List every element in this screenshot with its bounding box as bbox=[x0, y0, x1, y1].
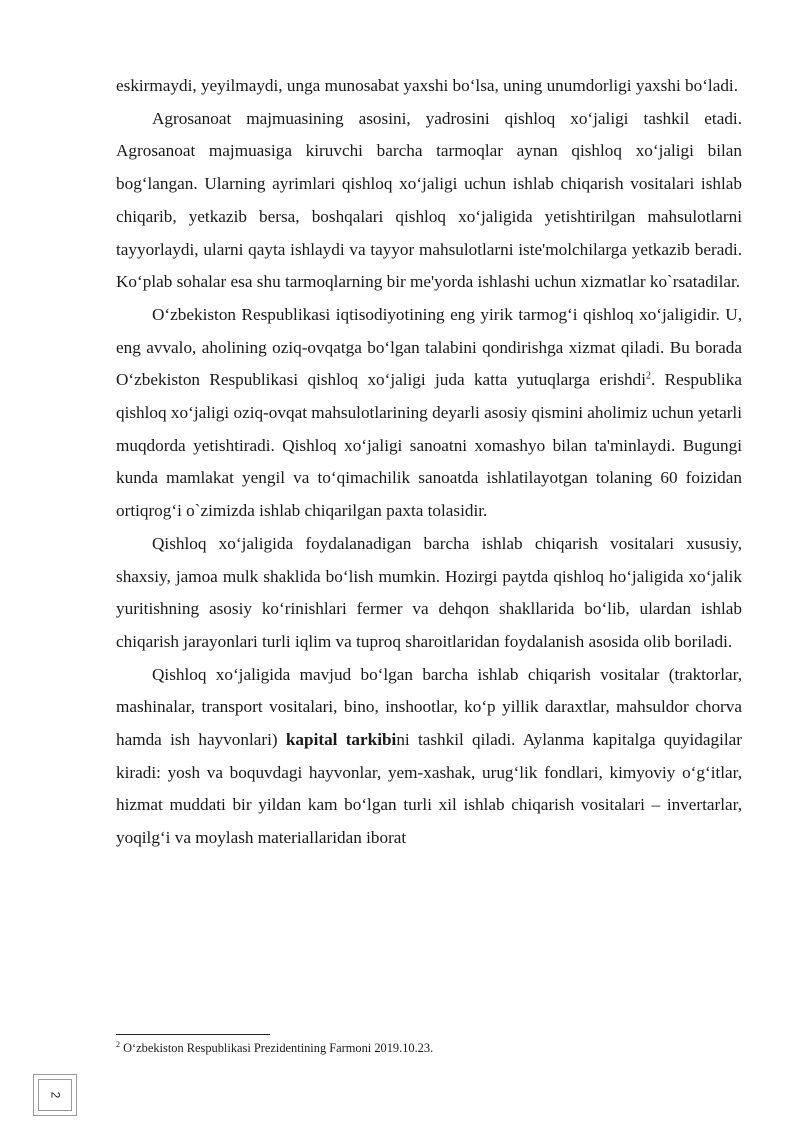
footnote-text: O‘zbekiston Respublikasi Prezidentining Farmoni 2019.10.23. bbox=[120, 1041, 434, 1055]
page-number-frame bbox=[38, 1079, 72, 1111]
paragraph-text: ni tashkil qiladi. Aylanma kapitalga quyidagilar kiradi: yosh va boquvdagi hayvonlar, yem-xashak, urug‘lik fondlari, kimyoviy o‘g‘itlar, hizmat muddati bir yildan kam bo‘lgan turli xil ishlab chiqarish vositalari – invertarlar, yoqilg‘i va moylash materiallaridan iborat bbox=[116, 730, 742, 848]
paragraph-uzbekistan-agriculture bbox=[116, 299, 742, 528]
page-number: 2 bbox=[48, 1091, 62, 1099]
footnote bbox=[116, 1040, 742, 1056]
paragraph-text: . Respublika qishloq xo‘jaligi oziq-ovqat mahsulotlarining deyarli asosiy qismini aholimiz uchun yetarli muqdorda yetishtiradi. Qishloq xo‘jaligi sanoatni xomashyo bilan ta'minlaydi. Bugungi kunda mamlakat yengil va to‘qimachilik sanoatda ishlatilayotgan tolaning 60 foizidan ortiqrog‘i o`zimizda ishlab chiqarilgan paxta tolasidir. bbox=[116, 370, 742, 521]
paragraph-continuation: eskirmaydi, yeyilmaydi, unga munosabat yaxshi bo‘lsa, uning unumdorligi yaxshi bo‘ladi. bbox=[116, 76, 738, 95]
paragraph-text: O‘zbekiston Respublikasi iqtisodiyotining eng yirik tarmog‘i qishloq xo‘jaligidir. U, eng avvalo, aholining oziq-ovqatga bo‘lgan talabini qondirishga xizmat qiladi. Bu borada O‘zbekiston Respublikasi qishloq xo‘jaligi juda katta yutuqlarga erishdi bbox=[116, 304, 742, 390]
paragraph-capital-structure bbox=[116, 659, 742, 855]
page-number-box bbox=[33, 1074, 77, 1116]
footnote-marker: 2 bbox=[116, 1039, 120, 1049]
paragraph-agrosanoat: Agrosanoat majmuasining asosini, yadrosini qishloq xo‘jaligi tashkil etadi. Agrosanoat majmuasiga kiruvchi barcha tarmoqlar aynan qishloq xo‘jaligi bilan bog‘langan. Ularning ayrimlari qishloq xo‘jaligi uchun ishlab chiqarish vositalari ishlab chiqarib, yetkazib bersa, boshqalari qishloq xo‘jaligida yetishtirilgan mahsulotlarni tayyorlaydi, ularni qayta ishlaydi va tayyor mahsulotlarni iste'molchilarga yetkazib beradi. Ko‘plab sohalar esa shu tarmoqlarning bir me'yorda ishlashi uchun xizmatlar ko`rsatadilar. bbox=[116, 108, 742, 292]
body-text bbox=[116, 70, 742, 855]
footnote-separator bbox=[116, 1034, 270, 1035]
paragraph-text: Qishloq xo‘jaligida mavjud bo‘lgan barcha ishlab chiqarish vositalar (traktorlar, mashinalar, transport vositalari, bino, inshootlar, ko‘p yillik daraxtlar, mahsuldor chorva hamda ish hayvonlari) bbox=[116, 664, 742, 750]
paragraph-ownership-forms: Qishloq xo‘jaligida foydalanadigan barcha ishlab chiqarish vositalari xususiy, shaxsiy, jamoa mulk shaklida bo‘lish mumkin. Hozirgi paytda qishloq ho‘jaligida xo‘jalik yuritishning asosiy ko‘rinishlari fermer va dehqon shakllarida bo‘lib, ulardan ishlab chiqarish jarayonlari turli iqlim va tuproq sharoitlaridan foydalanish asosida olib boriladi. bbox=[116, 533, 742, 651]
bold-term: kapital tarkibi bbox=[285, 730, 397, 750]
footnote-reference[interactable]: 2 bbox=[646, 370, 652, 382]
